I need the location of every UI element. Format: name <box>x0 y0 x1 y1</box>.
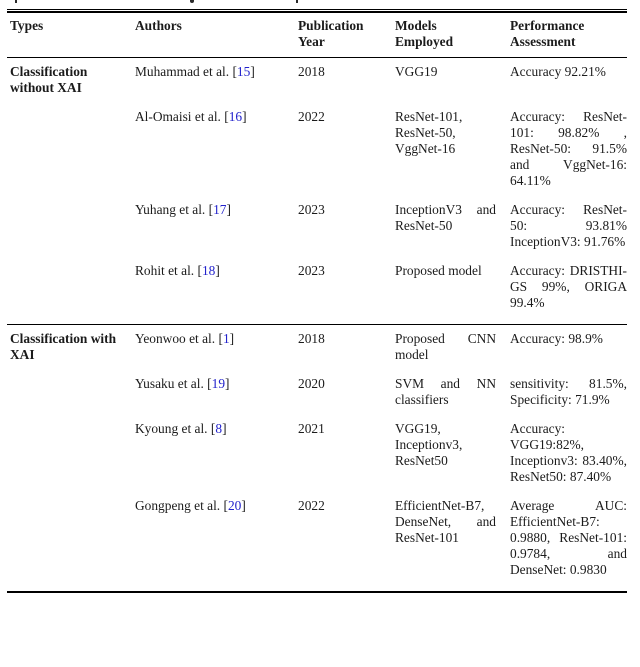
performance-assessment-cell: sensitivity: 81.5%, Specificity: 71.9% <box>510 376 627 407</box>
section-classification-with-xai <box>7 325 627 593</box>
publication-year-cell: 2022 <box>298 109 325 124</box>
citation-close-bracket: ] <box>222 421 227 436</box>
table-row <box>7 109 627 202</box>
col-header-types: Types <box>7 13 135 58</box>
citation-link[interactable]: 17 <box>213 202 227 217</box>
models-employed-cell: ResNet-101, ResNet-50, VggNet-16 <box>395 109 463 156</box>
table-row <box>7 202 627 263</box>
citation-open-bracket: [ <box>232 64 237 79</box>
citation-open-bracket: [ <box>218 331 223 346</box>
type-cell <box>7 498 135 592</box>
type-cell <box>7 109 135 202</box>
author-cell <box>135 421 298 498</box>
author-cell <box>135 58 298 110</box>
citation-close-bracket: ] <box>226 202 231 217</box>
citation-open-bracket: [ <box>207 376 212 391</box>
performance-assessment-cell: Accuracy 92.21% <box>510 64 606 79</box>
publication-year-cell: 2021 <box>298 421 325 436</box>
citation-link[interactable]: 1 <box>222 331 230 346</box>
classification-type-label: Classification without XAI <box>10 64 88 95</box>
type-cell <box>7 376 135 421</box>
citation-close-bracket: ] <box>229 331 235 346</box>
citation-close-bracket: ] <box>242 109 247 124</box>
citation-open-bracket: [ <box>210 421 216 436</box>
type-cell <box>7 202 135 263</box>
citation-close-bracket: ] <box>250 64 255 79</box>
citation-close-bracket: ] <box>225 376 230 391</box>
publication-year-cell: 2023 <box>298 263 325 278</box>
performance-assessment-cell: Average AUC: EfficientNet-B7: 0.9880, ResNet-101: 0.9784, and DenseNet: 0.9830 <box>510 498 627 577</box>
citation-close-bracket: ] <box>215 263 220 278</box>
citation-open-bracket: [ <box>223 498 228 513</box>
section-classification-without-xai <box>7 58 627 325</box>
citation-open-bracket: [ <box>224 109 229 124</box>
caption-descender-mark <box>15 0 17 3</box>
performance-assessment-cell: Accuracy: VGG19:82%, Inceptionv3: 83.40%, ResNet50: 87.40% <box>510 421 627 484</box>
type-cell <box>7 263 135 325</box>
type-cell <box>7 58 135 110</box>
citation-open-bracket: [ <box>197 263 202 278</box>
caption-descender-mark <box>190 0 194 3</box>
col-header-authors: Authors <box>135 13 298 58</box>
author-cell <box>135 263 298 325</box>
classification-type-label: Classification with XAI <box>10 331 117 362</box>
publication-year-cell: 2022 <box>298 498 325 513</box>
models-employed-cell: SVM and NN classifiers <box>395 376 496 407</box>
publication-year-cell: 2023 <box>298 202 325 217</box>
models-employed-cell: InceptionV3 and ResNet-50 <box>395 202 496 233</box>
models-employed-cell: Proposed CNN model <box>395 331 496 362</box>
publication-year-cell: 2018 <box>298 331 325 346</box>
table-row <box>7 498 627 592</box>
publication-year-cell: 2020 <box>298 376 325 391</box>
type-cell <box>7 421 135 498</box>
author-cell <box>135 498 298 592</box>
models-employed-cell: EfficientNet-B7, DenseNet, and ResNet-101 <box>395 498 496 545</box>
col-header-publication-year: Publication Year <box>298 13 395 58</box>
type-cell <box>7 325 135 377</box>
author-name: Yuhang et al. <box>135 202 206 217</box>
citation-link[interactable]: 18 <box>201 263 216 278</box>
models-employed-cell: VGG19 <box>395 64 438 79</box>
performance-assessment-cell: Accuracy: ResNet-50: 93.81% InceptionV3: 91.76% <box>510 202 627 249</box>
author-cell <box>135 376 298 421</box>
author-name: Gongpeng et al. <box>135 498 221 513</box>
models-employed-cell: Proposed model <box>395 263 482 278</box>
author-name: Kyoung et al. <box>135 421 208 436</box>
citation-close-bracket: ] <box>241 498 246 513</box>
models-employed-cell: VGG19, Inceptionv3, ResNet50 <box>395 421 463 468</box>
citation-link[interactable]: 16 <box>228 109 243 124</box>
performance-assessment-cell: Accuracy: 98.9% <box>510 331 603 346</box>
table-row <box>7 325 627 377</box>
caption-descender-mark <box>296 0 298 3</box>
table-row <box>7 58 627 110</box>
author-cell <box>135 109 298 202</box>
literature-review-table <box>7 13 627 593</box>
table-row <box>7 376 627 421</box>
citation-link[interactable]: 8 <box>215 421 223 436</box>
publication-year-cell: 2018 <box>298 64 325 79</box>
citation-open-bracket: [ <box>208 202 214 217</box>
author-name: Rohit et al. <box>135 263 195 278</box>
citation-link[interactable]: 20 <box>227 498 242 513</box>
cropped-caption-fragment <box>0 0 640 9</box>
citation-link[interactable]: 19 <box>211 376 226 391</box>
table-row <box>7 421 627 498</box>
author-cell <box>135 325 298 377</box>
author-name: Al-Omaisi et al. <box>135 109 221 124</box>
author-name: Yusaku et al. <box>135 376 204 391</box>
author-cell <box>135 202 298 263</box>
col-header-performance-assessment: Performance Assessment <box>510 13 627 58</box>
author-name: Muhammad et al. <box>135 64 230 79</box>
performance-assessment-cell: Accuracy: DRISTHI-GS 99%, ORIGA 99.4% <box>510 263 627 310</box>
table-row <box>7 263 627 325</box>
author-name: Yeonwoo et al. <box>135 331 216 346</box>
citation-link[interactable]: 15 <box>236 64 251 79</box>
performance-assessment-cell: Accuracy: ResNet-101: 98.82% , ResNet-50: 91.5% and VggNet-16: 64.11% <box>510 109 627 188</box>
col-header-models-employed: Models Employed <box>395 13 510 58</box>
table-header-row <box>7 13 627 58</box>
